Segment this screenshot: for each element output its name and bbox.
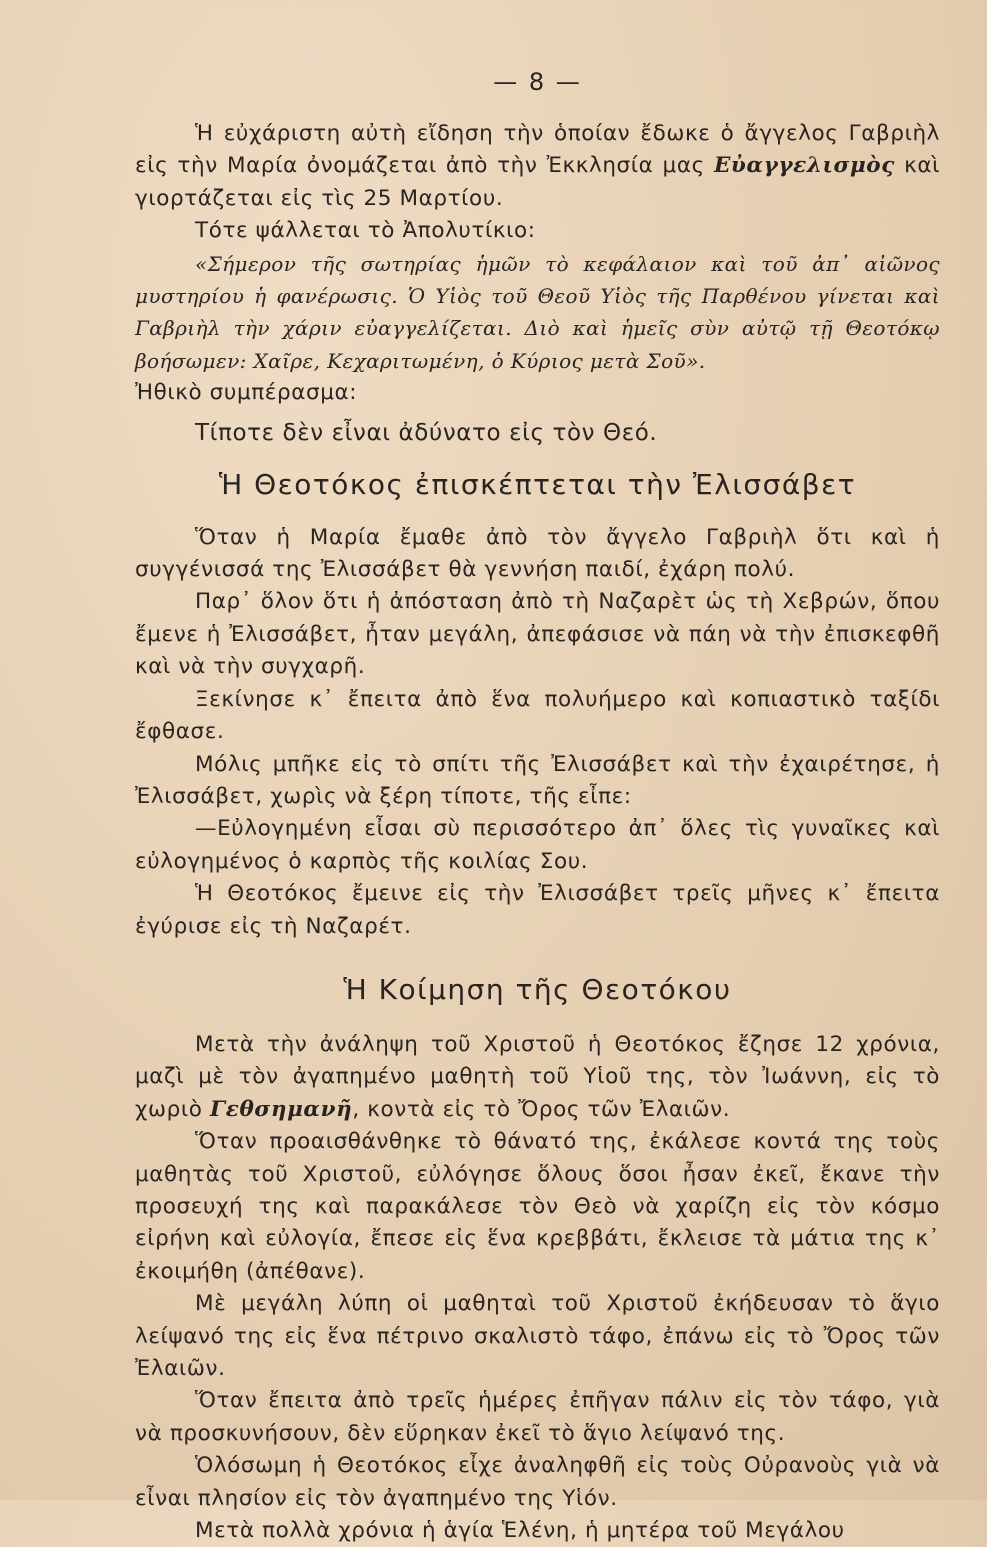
section-title-visit: Ἡ Θεοτόκος ἐπισκέπτεται τὴν Ἐλισσάβετ <box>218 467 857 501</box>
dormition-paragraph: Μὲ μεγάλη λύπη οἱ μαθηταὶ τοῦ Χριστοῦ ἐκήδευσαν τὸ ἅγιο λείψανό της εἰς ἕνα πέτρινο σκαλιστὸ τάφο, ἐπάνω εἰς τὸ Ὄρος τῶν Ἐλαιῶν. <box>135 1291 940 1381</box>
visit-paragraph: Ἡ Θεοτόκος ἔμεινε εἰς τὴν Ἐλισσάβετ τρεῖς μῆνες κ᾿ ἔπειτα ἐγύρισε εἰς τὴ Ναζαρέτ. <box>135 881 940 939</box>
term-gethsemane: Γεθσημανῆ <box>209 1096 353 1122</box>
visit-paragraph: Μόλις μπῆκε εἰς τὸ σπίτι τῆς Ἐλισσάβετ καὶ τὴν ἐχαιρέτησε, ἡ Ἐλισσάβετ, χωρὶς νὰ ξέρη τίποτε, τῆς εἶπε: <box>135 751 940 809</box>
dormition-paragraph: Ὅταν ἔπειτα ἀπὸ τρεῖς ἡμέρες ἐπῆγαν πάλιν εἰς τὸν τάφο, γιὰ νὰ προσκυνήσουν, δὲν εὕρηκαν ἐκεῖ τὸ ἅγιο λείψανό της. <box>135 1388 940 1446</box>
intro-text-after: καὶ γιορτάζεται εἰς τὶς 25 Μαρτίου. <box>135 153 940 211</box>
moral-label: Ἠθικὸ συμπέρασμα: <box>135 380 358 406</box>
dormition-paragraph: Μετὰ πολλὰ χρόνια ἡ ἁγία Ἑλένη, ἡ μητέρα τοῦ Μεγάλου <box>195 1518 845 1544</box>
term-evangelismos: Εὐαγγελισμὸς <box>713 153 895 179</box>
dormition-text-before: Μετὰ τὴν ἀνάληψη τοῦ Χριστοῦ ἡ Θεοτόκος ἔζησε 12 χρόνια, μαζὶ μὲ τὸν ἀγαπημένο μαθητὴ τοῦ Υἱοῦ της, τὸν Ἰωάννη, εἰς τὸ χωριὸ <box>135 1031 940 1122</box>
dormition-text-after: , κοντὰ εἰς τὸ Ὄρος τῶν Ἐλαιῶν. <box>352 1096 731 1122</box>
visit-paragraph: Παρ᾿ ὅλον ὅτι ἡ ἀπόσταση ἀπὸ τὴ Ναζαρὲτ ὡς τὴ Χεβρών, ὅπου ἔμενε ἡ Ἐλισσάβετ, ἦταν μεγάλη, ἀπεφάσισε νὰ πάη νὰ τὴν ἐπισκεφθῆ καὶ νὰ τὴν συγχαρῆ. <box>135 589 940 680</box>
visit-paragraph: —Εὐλογημένη εἶσαι σὺ περισσότερο ἀπ᾿ ὅλες τὶς γυναῖκες καὶ εὐλογημένος ὁ καρπὸς τῆς κοιλίας Σου. <box>135 816 940 874</box>
page-number: — 8 — <box>493 68 582 96</box>
apolytikio-hymn: «Σήμερον τῆς σωτηρίας ἡμῶν τὸ κεφάλαιον καὶ τοῦ ἀπ᾿ αἰῶνος μυστηρίου ἡ φανέρωσις. Ὁ Υἱὸς τοῦ Θεοῦ Υἱὸς τῆς Παρθένου γίνεται καὶ Γαβριὴλ τὴν χάριν εὐαγγελίζεται. Διὸ καὶ ἡμεῖς σὺν αὐτῷ τῇ Θεοτόκῳ βοήσωμεν: Χαῖρε, Κεχαριτωμένη, ὁ Κύριος μετὰ Σοῦ». <box>135 251 940 373</box>
visit-paragraph: Ξεκίνησε κ᾿ ἔπειτα ἀπὸ ἕνα πολυήμερο καὶ κοπιαστικὸ ταξίδι ἔφθασε. <box>135 686 940 745</box>
intro-paragraph <box>135 118 940 215</box>
section-title-dormition: Ἡ Κοίμηση τῆς Θεοτόκου <box>343 972 732 1006</box>
visit-paragraph: Ὅταν ἡ Μαρία ἔμαθε ἀπὸ τὸν ἄγγελο Γαβριὴλ ὅτι καὶ ἡ συγγένισσά της Ἐλισσάβετ θὰ γεννήση παιδί, ἐχάρη πολύ. <box>135 524 940 583</box>
book-page <box>135 68 940 1547</box>
moral-text: Τίποτε δὲν εἶναι ἀδύνατο εἰς τὸν Θεό. <box>195 419 658 446</box>
dormition-paragraph: Ὁλόσωμη ἡ Θεοτόκος εἶχε ἀναληφθῆ εἰς τοὺς Οὐρανοὺς γιὰ νὰ εἶναι πλησίον εἰς τὸν ἀγαπημένο της Υἱόν. <box>135 1453 940 1511</box>
intro-text-before: Ἡ εὐχάριστη αὐτὴ εἴδηση τὴν ὁποίαν ἔδωκε ὁ ἄγγελος Γαβριὴλ εἰς τὴν Μαρία ὀνομάζεται ἀπὸ τὴν Ἐκκλησία μας <box>135 121 940 179</box>
apolytikio-intro: Τότε ψάλλεται τὸ Ἀπολυτίκιο: <box>195 218 536 244</box>
dormition-paragraph: Ὅταν προαισθάνθηκε τὸ θάνατό της, ἐκάλεσε κοντά της τοὺς μαθητὰς τοῦ Χριστοῦ, εὐλόγησε ὅλους ὅσοι ἦσαν ἐκεῖ, ἔκανε τὴν προσευχή της καὶ παρακάλεσε τὸν Θεὸ νὰ χαρίζη εἰς τὸν κόσμο εἰρήνη καὶ εὐλογία, ἔπεσε εἰς ἕνα κρεββάτι, ἔκλεισε τὰ μάτια της κ᾿ ἐκοιμήθη (ἀπέθανε). <box>135 1129 940 1284</box>
dormition-paragraph <box>135 1029 940 1126</box>
